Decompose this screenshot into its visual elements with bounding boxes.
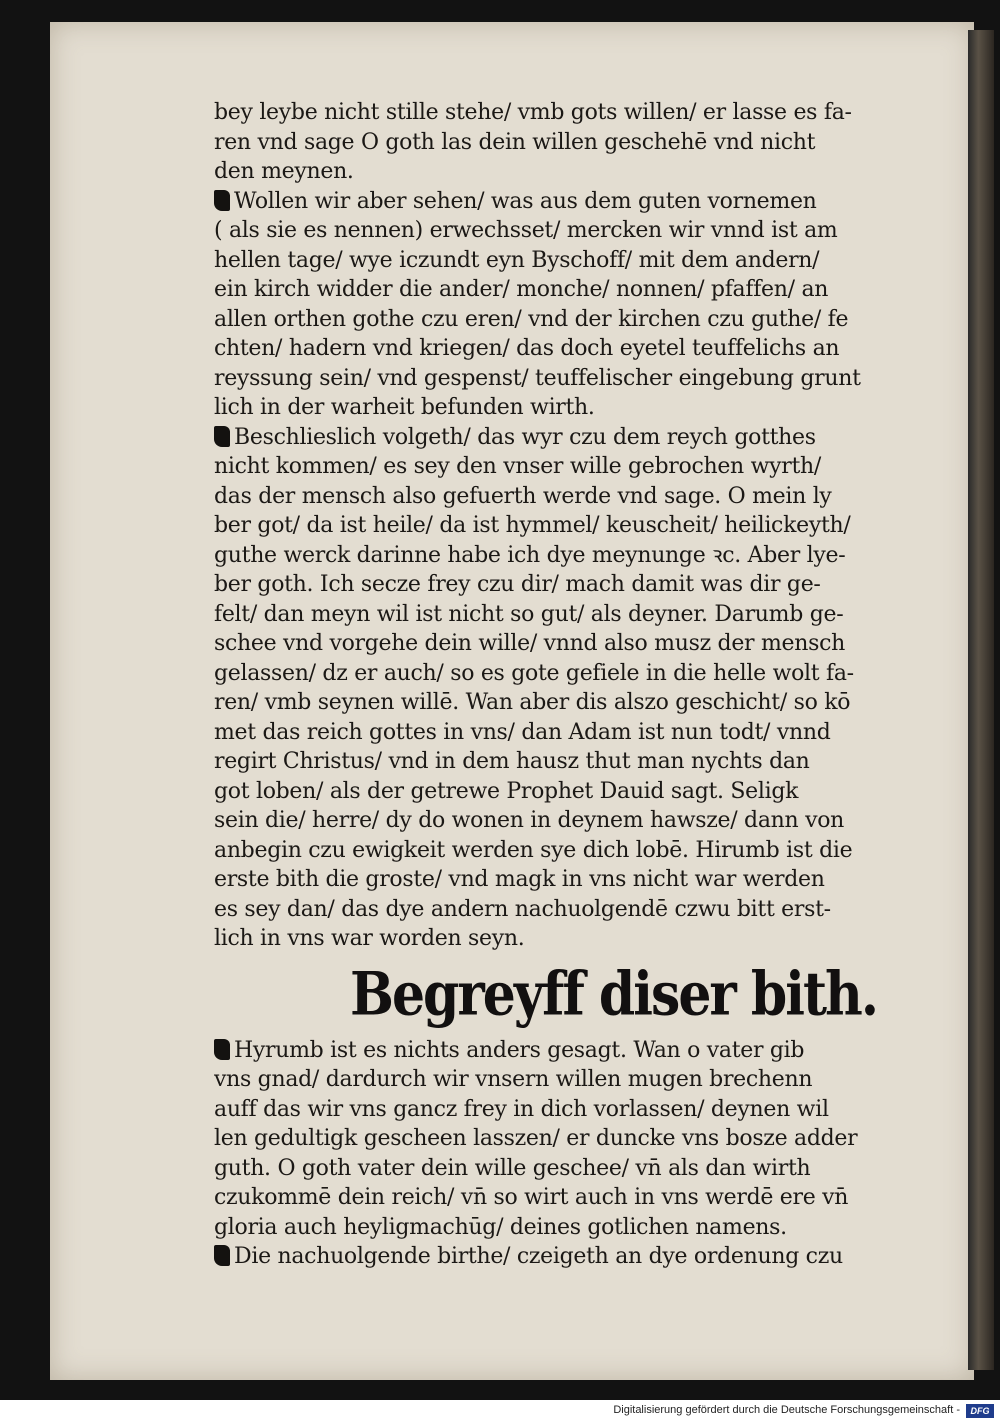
line-text: len gedultigk gescheen lasszen/ er duncke vns bosze adder bbox=[214, 1126, 858, 1151]
line-text: es sey dan/ das dye andern nachuolgendē czwu bitt erst- bbox=[214, 896, 831, 922]
text-line bbox=[214, 747, 934, 777]
dfg-logo: DFG bbox=[966, 1404, 994, 1418]
line-text: lich in der warheit befunden wirth. bbox=[214, 395, 595, 420]
line-text: ein kirch widder die ander/ monche/ nonnen/ pfaffen/ an bbox=[214, 277, 829, 302]
text-line bbox=[214, 452, 934, 482]
page-edge bbox=[968, 30, 994, 1370]
section-heading: Begreyff diser bith. bbox=[350, 958, 877, 1029]
text-line bbox=[214, 718, 934, 748]
line-text: ren/ vmb seynen willē. Wan aber dis alszo geschicht/ so kō bbox=[214, 690, 851, 715]
text-line bbox=[214, 334, 934, 364]
line-text: guthe werck darinne habe ich dye meynunge ꝛc. Aber lye- bbox=[214, 542, 846, 568]
line-text: ren vnd sage O goth las dein willen geschehē vnd nicht bbox=[214, 129, 816, 155]
line-text: allen orthen gothe czu eren/ vnd der kirchen czu guthe/ fe bbox=[214, 306, 849, 332]
text-line bbox=[214, 1213, 934, 1243]
text-line bbox=[214, 511, 934, 541]
line-text: chten/ hadern vnd kriegen/ das doch eyetel teuffelichs an bbox=[214, 336, 840, 361]
pilcrow-icon bbox=[214, 1245, 230, 1266]
line-text: das der mensch also gefuerth werde vnd sage. O mein ly bbox=[214, 483, 832, 509]
line-text: ber got/ da ist heile/ da ist hymmel/ keuscheit/ heilickeyth/ bbox=[214, 513, 851, 538]
line-text: auff das wir vns gancz frey in dich vorlassen/ deynen wil bbox=[214, 1096, 829, 1122]
text-line bbox=[214, 1095, 934, 1125]
text-line bbox=[214, 128, 934, 158]
line-text: bey leybe nicht stille stehe/ vmb gots willen/ er lasse es fa- bbox=[214, 100, 852, 125]
line-text: gelassen/ dz er auch/ so es gote gefiele in die helle wolt fa- bbox=[214, 660, 854, 686]
line-text: sein die/ herre/ dy do wonen in deynem hawsze/ dann von bbox=[214, 808, 845, 833]
line-text: Beschlieslich volgeth/ das wyr czu dem reych gotthes bbox=[234, 424, 816, 450]
text-line bbox=[214, 1242, 934, 1272]
text-line bbox=[214, 1065, 934, 1095]
funding-credit: Digitalisierung gefördert durch die Deutsche Forschungsgemeinschaft - bbox=[613, 1404, 960, 1416]
text-line bbox=[214, 1154, 934, 1184]
line-text: gloria auch heyligmachūg/ deines gotlichen namens. bbox=[214, 1214, 787, 1240]
paragraphs-before-heading bbox=[214, 98, 934, 954]
text-line bbox=[214, 246, 934, 276]
text-line bbox=[214, 393, 934, 423]
line-text: schee vnd vorgehe dein wille/ vnnd also musz der mensch bbox=[214, 631, 845, 656]
paragraphs-after-heading bbox=[214, 1036, 934, 1272]
text-block bbox=[214, 98, 934, 1272]
text-line bbox=[214, 600, 934, 630]
text-line bbox=[214, 806, 934, 836]
text-line bbox=[214, 157, 934, 187]
line-text: reyssung sein/ vnd gespenst/ teuffelischer eingebung grunt bbox=[214, 365, 861, 391]
text-line bbox=[214, 629, 934, 659]
text-line bbox=[214, 895, 934, 925]
line-text: lich in vns war worden seyn. bbox=[214, 926, 525, 951]
text-line bbox=[214, 836, 934, 866]
text-line bbox=[214, 275, 934, 305]
line-text: met das reich gottes in vns/ dan Adam ist nun todt/ vnnd bbox=[214, 719, 831, 745]
text-line bbox=[214, 1124, 934, 1154]
text-line bbox=[214, 865, 934, 895]
text-line bbox=[214, 688, 934, 718]
text-line bbox=[214, 423, 934, 453]
pilcrow-icon bbox=[214, 190, 230, 211]
text-line bbox=[214, 1183, 934, 1213]
line-text: den meynen. bbox=[214, 159, 354, 184]
text-line bbox=[214, 187, 934, 217]
text-line bbox=[214, 659, 934, 689]
text-line bbox=[214, 570, 934, 600]
line-text: erste bith die groste/ vnd magk in vns nicht war werden bbox=[214, 867, 825, 892]
text-line bbox=[214, 777, 934, 807]
line-text: ber goth. Ich secze frey czu dir/ mach damit was dir ge- bbox=[214, 572, 821, 597]
line-text: nicht kommen/ es sey den vnser wille gebrochen wyrth/ bbox=[214, 454, 822, 479]
line-text: Hyrumb ist es nichts anders gesagt. Wan o vater gib bbox=[234, 1037, 805, 1063]
text-line bbox=[214, 98, 934, 128]
text-line bbox=[214, 216, 934, 246]
footer-bar bbox=[0, 1400, 1000, 1422]
line-text: regirt Christus/ vnd in dem hausz thut man nychts dan bbox=[214, 749, 810, 774]
line-text: felt/ dan meyn wil ist nicht so gut/ als deyner. Darumb ge- bbox=[214, 601, 844, 627]
line-text: Die nachuolgende birthe/ czeigeth an dye ordenung czu bbox=[234, 1244, 843, 1269]
line-text: guth. O goth vater dein wille geschee/ vn̄ als dan wirth bbox=[214, 1155, 811, 1181]
line-text: Wollen wir aber sehen/ was aus dem guten vornemen bbox=[234, 188, 817, 214]
text-line bbox=[214, 305, 934, 335]
line-text: hellen tage/ wye iczundt eyn Byschoff/ mit dem andern/ bbox=[214, 247, 820, 273]
line-text: got loben/ als der getrewe Prophet Dauid sagt. Seligk bbox=[214, 778, 799, 804]
line-text: vns gnad/ dardurch wir vnsern willen mugen brechenn bbox=[214, 1067, 813, 1092]
line-text: czukommē dein reich/ vn̄ so wirt auch in vns werdē ere vn̄ bbox=[214, 1185, 849, 1210]
pilcrow-icon bbox=[214, 426, 230, 447]
text-line bbox=[214, 541, 934, 571]
line-text: anbegin czu ewigkeit werden sye dich lobē. Hirumb ist die bbox=[214, 837, 853, 863]
line-text: ( als sie es nennen) erwechsset/ mercken wir vnnd ist am bbox=[214, 218, 838, 243]
text-line bbox=[214, 364, 934, 394]
text-line bbox=[214, 482, 934, 512]
